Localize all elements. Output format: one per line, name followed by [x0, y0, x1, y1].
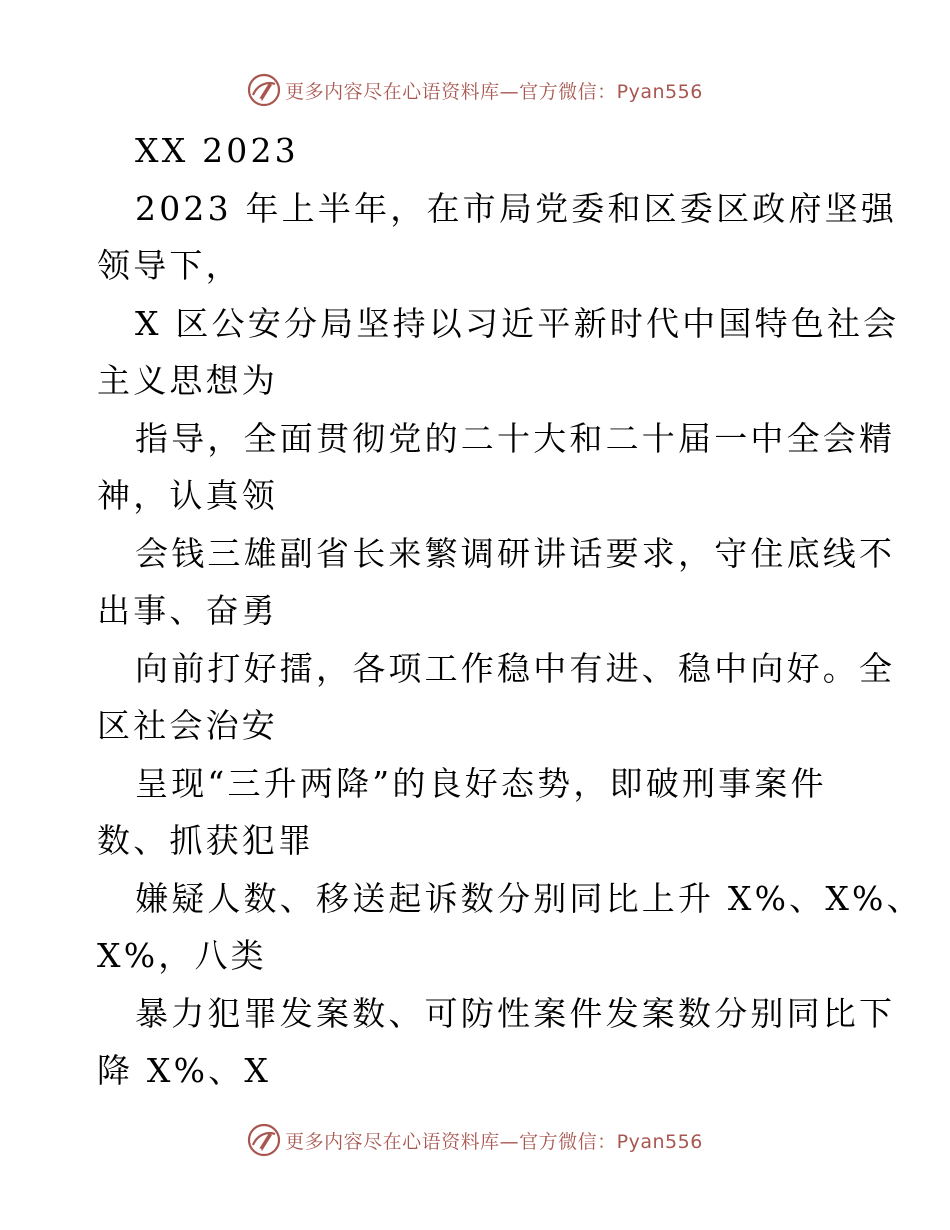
footer-watermark-text: 更多内容尽在心语资料库—官方微信：Pyan556	[285, 1130, 703, 1153]
body-line-6: 指导，全面贯彻党的二十大和二十届一中全会精	[135, 418, 896, 458]
body-line-14: 嫌疑人数、移送起诉数分别同比上升 X%、X%、	[135, 878, 923, 918]
body-line-10: 向前打好擂，各项工作稳中有进、稳中向好。全	[135, 648, 896, 688]
body-line-5: 主义思想为	[97, 361, 278, 400]
body-line-2: 2023 年上半年，在市局党委和区委区政府坚强	[135, 188, 898, 228]
body-line-13: 数、抓获犯罪	[97, 821, 315, 860]
footer-watermark	[0, 1120, 950, 1160]
pen-swirl-logo-icon	[247, 1123, 281, 1157]
body-line-11: 区社会治安	[97, 706, 278, 745]
body-line-17: 降 X%、X	[97, 1051, 272, 1090]
footer-watermark-group	[247, 1123, 703, 1157]
body-line-1: XX 2023	[135, 131, 299, 170]
body-line-4: X 区公安分局坚持以习近平新时代中国特色社会	[135, 303, 900, 343]
header-watermark	[0, 70, 950, 110]
body-line-3: 领导下，	[97, 246, 242, 285]
body-line-15: X%，八类	[97, 936, 267, 975]
body-line-8: 会钱三雄副省长来繁调研讲话要求，守住底线不	[135, 533, 896, 573]
document-body	[97, 122, 923, 1100]
body-line-12: 呈现“三升两降”的良好态势，即破刑事案件	[135, 763, 827, 803]
header-watermark-text: 更多内容尽在心语资料库—官方微信：Pyan556	[285, 80, 703, 103]
pen-swirl-logo-icon	[247, 73, 281, 107]
body-line-7: 神，认真领	[97, 476, 278, 515]
header-watermark-group	[247, 73, 703, 107]
body-line-9: 出事、奋勇	[97, 591, 278, 630]
body-line-16: 暴力犯罪发案数、可防性案件发案数分别同比下	[135, 993, 896, 1033]
